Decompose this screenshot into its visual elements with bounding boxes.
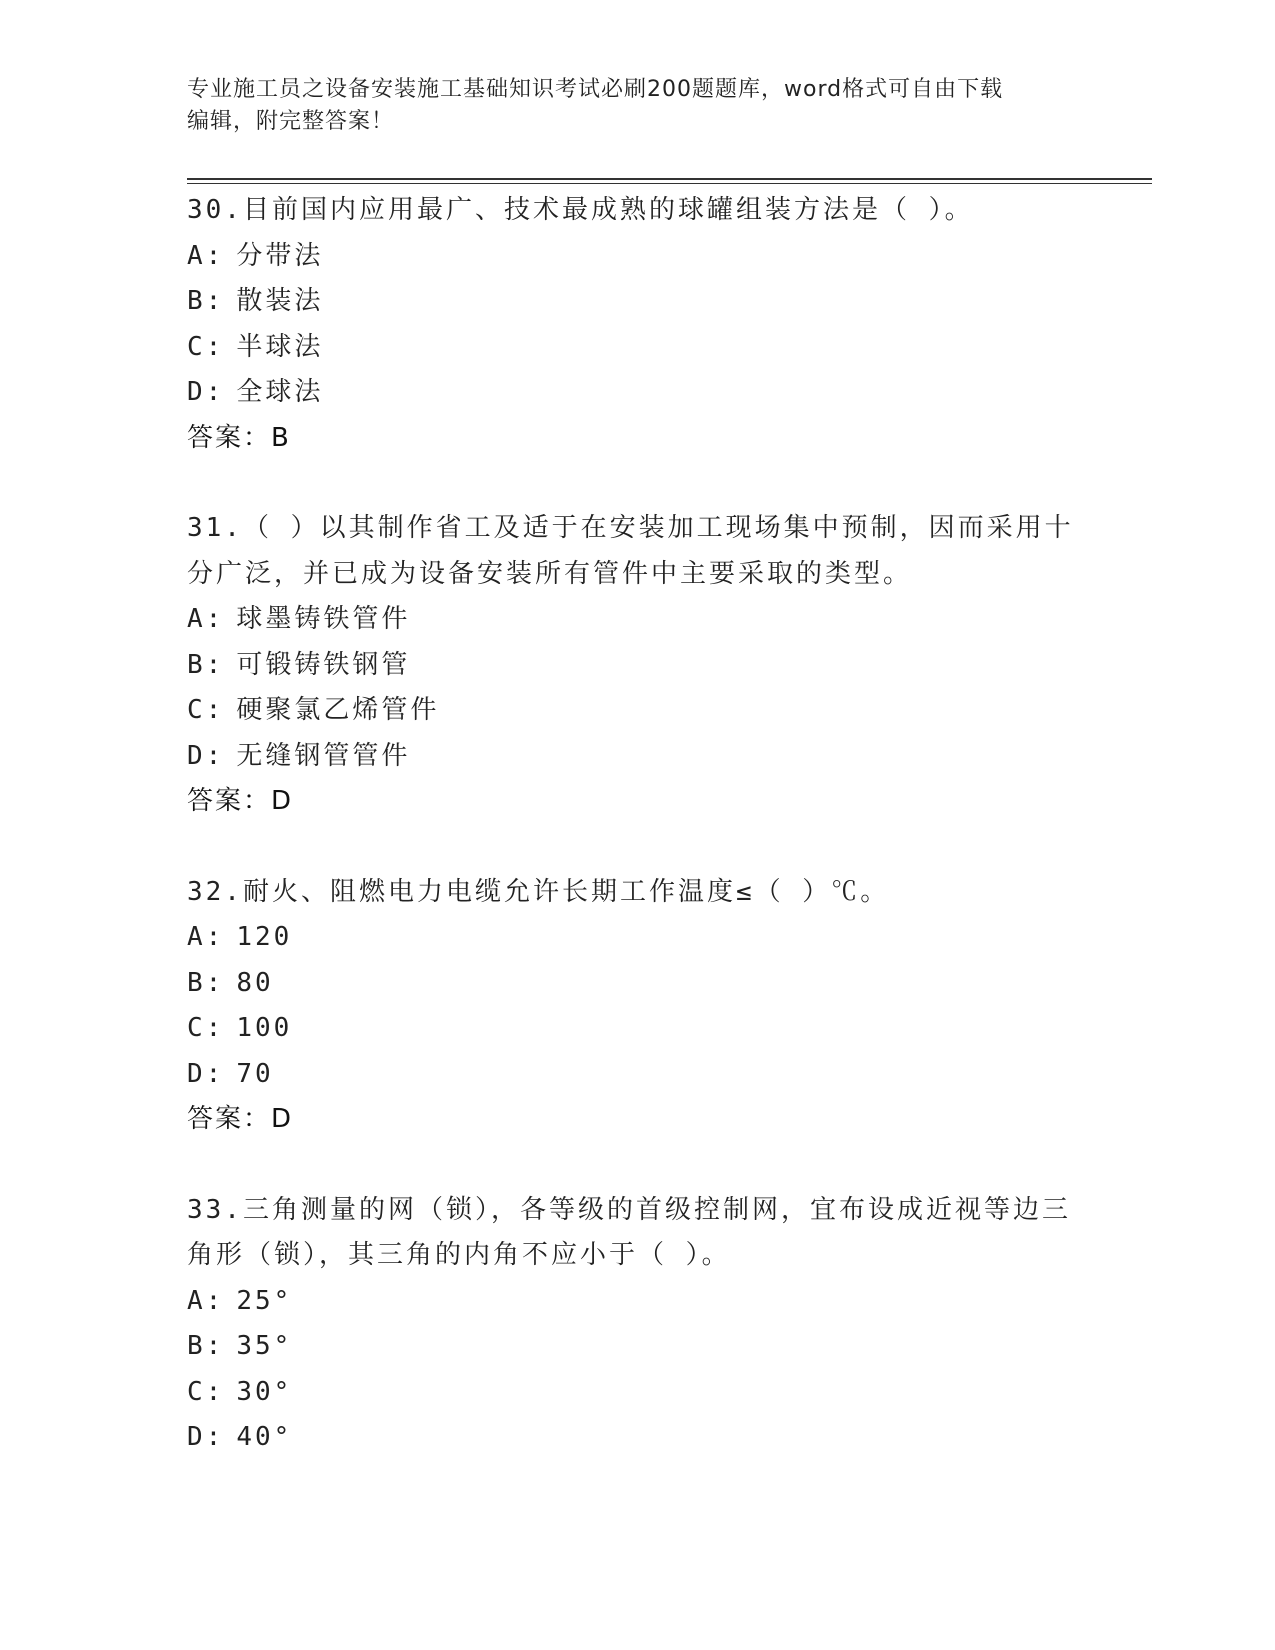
- option-a: [187, 234, 1087, 280]
- option-a: [187, 1279, 1087, 1325]
- option-letter: D:: [187, 1422, 225, 1452]
- option-text: 80: [236, 967, 274, 998]
- option-text: 散装法: [236, 286, 324, 316]
- option-d: [187, 1415, 1087, 1461]
- option-text: 70: [236, 1058, 274, 1089]
- header-title-line-1: 专业施工员之设备安装施工基础知识考试必刷200题题库，word格式可自由下载: [187, 77, 1004, 102]
- option-text: 25°: [236, 1285, 293, 1316]
- question-31: [187, 506, 1087, 825]
- answer-line: 答案：D: [187, 786, 294, 816]
- option-text: 30°: [236, 1376, 293, 1407]
- option-text: 35°: [236, 1331, 293, 1361]
- question-stem: 31.（ ）以其制作省工及适于在安装加工现场集中预制，因而采用十分广泛，并已成为设备安装所有管件中主要采取的类型。: [187, 513, 1074, 589]
- option-letter: C:: [187, 695, 225, 725]
- option-c: [187, 325, 1087, 371]
- option-letter: B:: [187, 967, 225, 998]
- option-text: 120: [236, 922, 293, 952]
- option-text: 可锻铸铁钢管: [236, 649, 411, 680]
- option-d: [187, 734, 1087, 780]
- option-text: 半球法: [236, 331, 324, 362]
- option-a: [187, 915, 1087, 961]
- option-text: 100: [236, 1013, 293, 1043]
- question-32: [187, 870, 1087, 1143]
- question-30: [187, 188, 1087, 461]
- question-33: [187, 1188, 1087, 1461]
- option-letter: A:: [187, 240, 225, 271]
- answer-line: 答案：D: [187, 1104, 294, 1134]
- option-b: [187, 1324, 1087, 1370]
- option-b: [187, 643, 1087, 689]
- option-letter: D:: [187, 377, 225, 407]
- option-c: [187, 1370, 1087, 1416]
- header-divider: [187, 178, 1152, 180]
- option-letter: B:: [187, 286, 225, 316]
- option-letter: B:: [187, 649, 225, 680]
- option-text: 无缝钢管管件: [236, 740, 411, 771]
- question-list: [187, 188, 1087, 1506]
- header-divider-thin: [187, 183, 1152, 184]
- option-text: 全球法: [236, 377, 324, 407]
- option-letter: A:: [187, 1285, 225, 1316]
- option-c: [187, 1006, 1087, 1052]
- option-letter: C:: [187, 1376, 225, 1407]
- option-text: 40°: [236, 1422, 293, 1452]
- question-stem: 33.三角测量的网（锁），各等级的首级控制网，宜布设成近视等边三角形（锁），其三角的内角不应小于（ ）。: [187, 1194, 1071, 1270]
- option-letter: C:: [187, 331, 225, 362]
- document-header: [187, 74, 1067, 138]
- header-title-line-2: 编辑，附完整答案！: [187, 109, 395, 134]
- option-letter: D:: [187, 1058, 225, 1089]
- option-d: [187, 1052, 1087, 1098]
- question-stem: 32.耐火、阻燃电力电缆允许长期工作温度≤（ ）℃。: [187, 876, 890, 907]
- question-stem: 30.目前国内应用最广、技术最成熟的球罐组装方法是（ ）。: [187, 195, 974, 225]
- option-text: 硬聚氯乙烯管件: [236, 695, 440, 725]
- option-letter: B:: [187, 1331, 225, 1361]
- option-b: [187, 961, 1087, 1007]
- option-letter: A:: [187, 922, 225, 952]
- option-d: [187, 370, 1087, 416]
- option-c: [187, 688, 1087, 734]
- option-text: 分带法: [236, 240, 324, 271]
- option-letter: C:: [187, 1013, 225, 1043]
- option-letter: D:: [187, 740, 225, 771]
- option-text: 球墨铸铁管件: [236, 604, 411, 634]
- option-letter: A:: [187, 604, 225, 634]
- answer-line: 答案：B: [187, 422, 291, 453]
- option-a: [187, 597, 1087, 643]
- option-b: [187, 279, 1087, 325]
